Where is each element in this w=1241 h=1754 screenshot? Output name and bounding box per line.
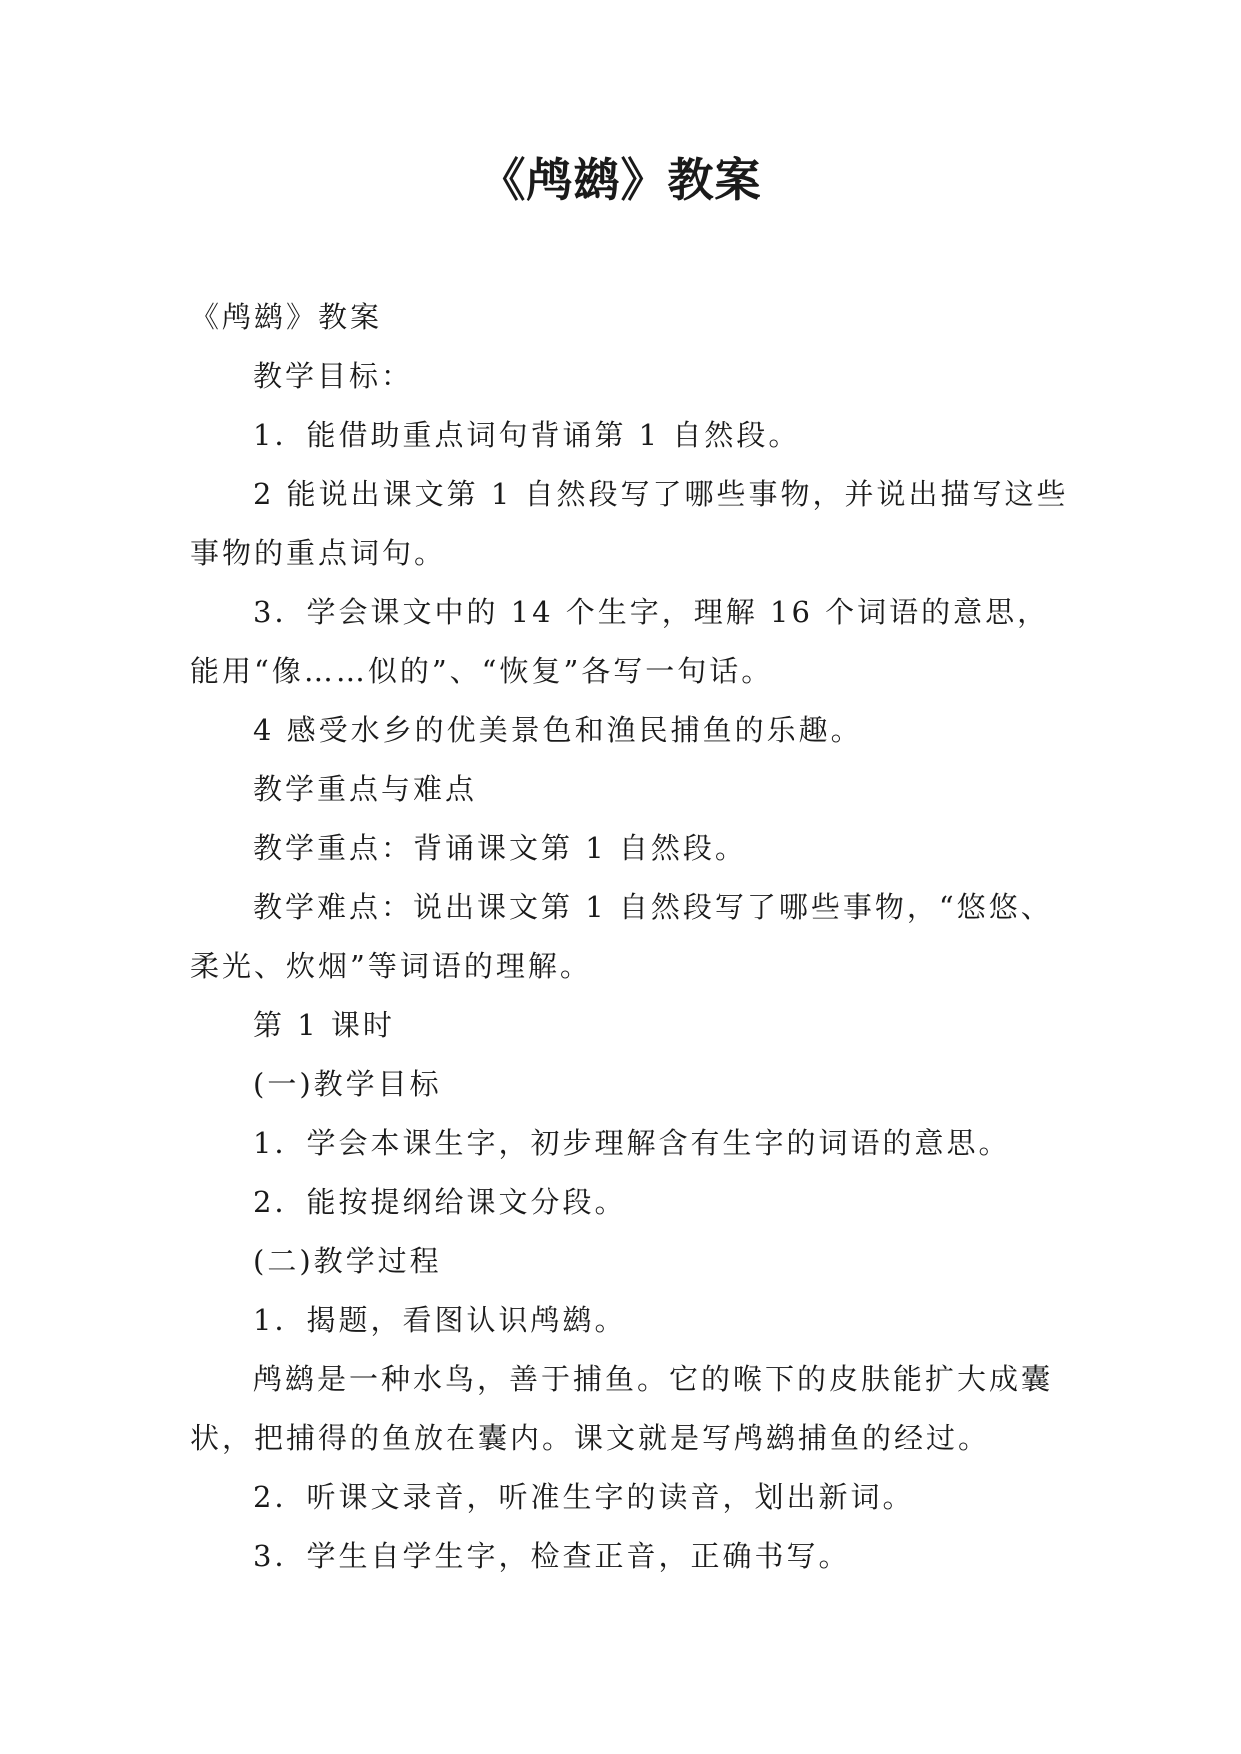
paragraph-process-1: 1．揭题，看图认识鸬鹚。	[253, 1303, 627, 1337]
paragraph-focus-heading: 教学重点与难点	[253, 772, 478, 806]
paragraph-section-1-heading: (一)教学目标	[253, 1067, 442, 1101]
paragraph-focus: 教学重点：背诵课文第 1 自然段。	[253, 831, 747, 865]
paragraph-objective-1: 1．能借助重点词句背诵第 1 自然段。	[253, 418, 801, 452]
paragraph-lesson-1-heading: 第 1 课时	[253, 1008, 395, 1042]
paragraph-subtitle: 《鸬鹚》教案	[190, 300, 383, 334]
paragraph-difficulty: 教学难点：说出课文第 1 自然段写了哪些事物，“悠悠、柔光、炊烟”等词语的理解。	[190, 890, 1053, 983]
paragraph-section-2-heading: (二)教学过程	[253, 1244, 442, 1278]
paragraph-lesson-objective-2: 2．能按提纲给课文分段。	[253, 1185, 627, 1219]
paragraph-lesson-objective-1: 1．学会本课生字，初步理解含有生字的词语的意思。	[253, 1126, 1011, 1160]
document-title: 《鸬鹚》教案	[479, 153, 762, 207]
paragraph-process-3: 3．学生自学生字，检查正音，正确书写。	[253, 1539, 851, 1573]
document-body	[190, 288, 1080, 1586]
paragraph-objective-4: 4 感受水乡的优美景色和渔民捕鱼的乐趣。	[253, 713, 863, 747]
paragraph-cormorant-description: 鸬鹚是一种水鸟，善于捕鱼。它的喉下的皮肤能扩大成囊状，把捕得的鱼放在囊内。课文就是写鸬鹚捕鱼的经过。	[190, 1362, 1054, 1455]
paragraph-objectives-heading: 教学目标：	[253, 359, 414, 393]
paragraph-process-2: 2．听课文录音，听准生字的读音，划出新词。	[253, 1480, 915, 1514]
paragraph-objective-2: 2 能说出课文第 1 自然段写了哪些事物，并说出描写这些事物的重点词句。	[190, 477, 1069, 570]
paragraph-objective-3: 3．学会课文中的 14 个生字，理解 16 个词语的意思，能用“像……似的”、“恢复”各写一句话。	[190, 595, 1050, 688]
